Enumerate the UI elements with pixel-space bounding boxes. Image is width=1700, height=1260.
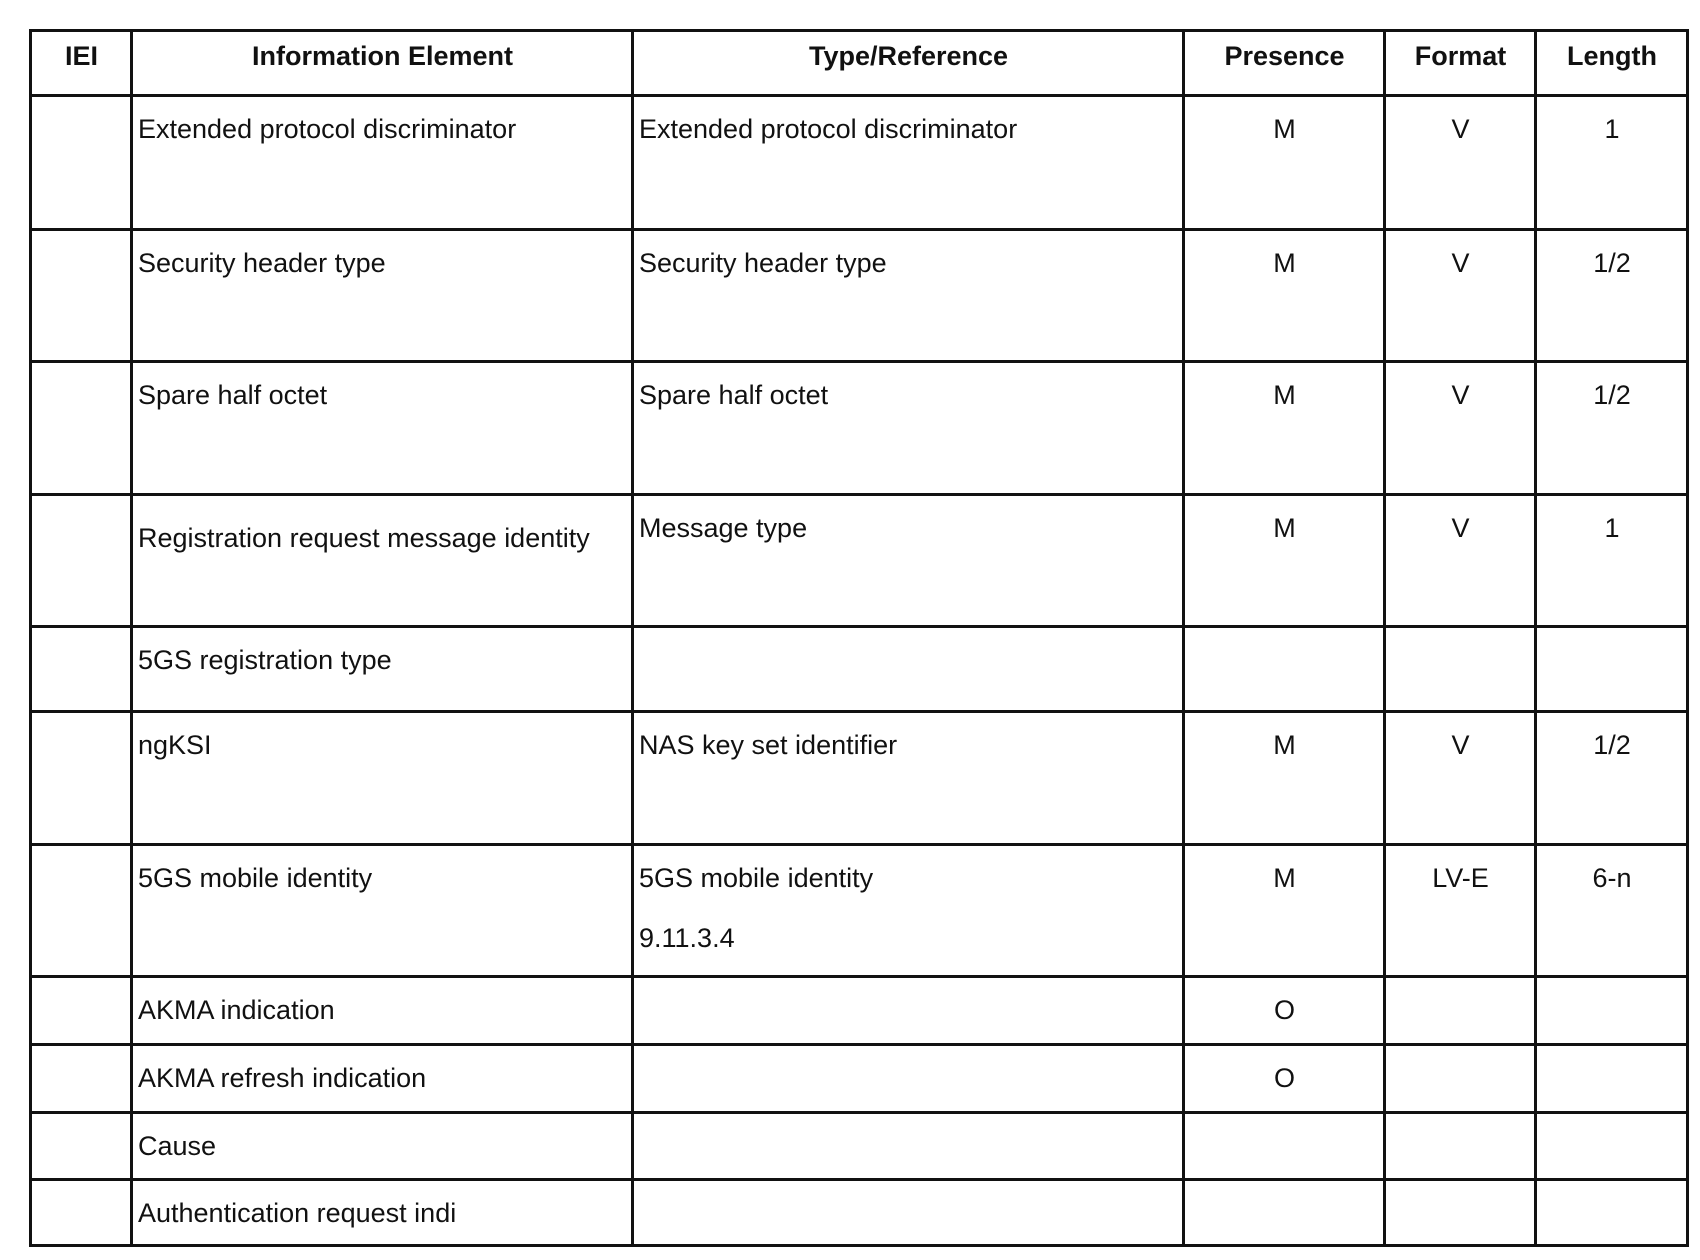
- format-cell-text: V: [1451, 380, 1469, 410]
- presence-cell: [1184, 845, 1385, 977]
- presence-cell-text: O: [1274, 995, 1295, 1025]
- format-cell: [1385, 1045, 1536, 1113]
- type-reference-cell: [633, 627, 1184, 712]
- length-cell: [1536, 1180, 1688, 1246]
- information-element-cell: [132, 712, 633, 845]
- format-cell: [1385, 1113, 1536, 1180]
- format-cell: [1385, 495, 1536, 627]
- presence-cell-text: M: [1273, 863, 1296, 893]
- length-cell: [1536, 230, 1688, 362]
- format-cell: [1385, 627, 1536, 712]
- type-reference-cell: [633, 1045, 1184, 1113]
- table-row: [31, 712, 1688, 845]
- information-element-cell-text: AKMA indication: [138, 995, 335, 1025]
- presence-cell: [1184, 362, 1385, 495]
- table-row: [31, 1045, 1688, 1113]
- information-element-cell: [132, 1113, 633, 1180]
- type-reference-cell: [633, 96, 1184, 230]
- information-element-cell-text: Security header type: [138, 248, 386, 278]
- format-cell-text: V: [1451, 114, 1469, 144]
- information-element-cell-text: Spare half octet: [138, 380, 327, 410]
- format-cell-text: V: [1451, 730, 1469, 760]
- format-cell: [1385, 712, 1536, 845]
- iei-cell: [31, 712, 132, 845]
- length-cell: [1536, 977, 1688, 1045]
- format-cell: [1385, 845, 1536, 977]
- type-reference-cell-text: Extended protocol discriminator: [639, 114, 1017, 144]
- format-cell: [1385, 977, 1536, 1045]
- format-cell-text: LV-E: [1432, 863, 1489, 893]
- iei-cell: [31, 977, 132, 1045]
- information-element-cell-text: AKMA refresh indication: [138, 1063, 426, 1093]
- information-element-cell-text: Authentication request indi: [138, 1198, 456, 1228]
- information-element-cell-text: 5GS mobile identity: [138, 863, 372, 893]
- information-element-cell: [132, 977, 633, 1045]
- presence-cell-text: O: [1274, 1063, 1295, 1093]
- information-element-cell: [132, 495, 633, 627]
- length-cell: [1536, 1045, 1688, 1113]
- type-reference-cell: [633, 845, 1184, 977]
- header-format: Format: [1385, 31, 1536, 96]
- iei-cell: [31, 495, 132, 627]
- information-element-cell-text: Cause: [138, 1131, 216, 1161]
- presence-cell-text: M: [1273, 730, 1296, 760]
- presence-cell: [1184, 230, 1385, 362]
- iei-cell: [31, 627, 132, 712]
- presence-cell-text: M: [1273, 513, 1296, 543]
- information-element-cell: [132, 1180, 633, 1246]
- presence-cell-text: M: [1273, 380, 1296, 410]
- iei-cell: [31, 1180, 132, 1246]
- length-cell: [1536, 495, 1688, 627]
- iei-cell: [31, 845, 132, 977]
- presence-cell: [1184, 627, 1385, 712]
- format-cell-text: V: [1451, 248, 1469, 278]
- type-reference-cell: [633, 1113, 1184, 1180]
- length-cell-text: 1: [1604, 114, 1619, 144]
- header-length: Length: [1536, 31, 1688, 96]
- header-information-element: Information Element: [132, 31, 633, 96]
- length-cell: [1536, 627, 1688, 712]
- presence-cell: [1184, 96, 1385, 230]
- header-presence: Presence: [1184, 31, 1385, 96]
- presence-cell-text: M: [1273, 248, 1296, 278]
- presence-cell-text: M: [1273, 114, 1296, 144]
- iei-cell: [31, 96, 132, 230]
- information-element-cell-text: ngKSI: [138, 730, 212, 760]
- presence-cell: [1184, 712, 1385, 845]
- length-cell-text: 1: [1604, 513, 1619, 543]
- information-element-cell-text: Extended protocol discriminator: [138, 114, 516, 144]
- header-type-reference: Type/Reference: [633, 31, 1184, 96]
- format-cell-text: V: [1451, 513, 1469, 543]
- information-element-cell: [132, 230, 633, 362]
- type-reference-cell: [633, 977, 1184, 1045]
- header-row: [31, 31, 1688, 96]
- iei-cell: [31, 362, 132, 495]
- length-cell-text: 1/2: [1593, 380, 1631, 410]
- table-row: [31, 362, 1688, 495]
- iei-cell: [31, 1113, 132, 1180]
- information-element-cell: [132, 1045, 633, 1113]
- format-cell: [1385, 230, 1536, 362]
- table-row: [31, 1113, 1688, 1180]
- length-cell: [1536, 845, 1688, 977]
- information-element-cell: [132, 362, 633, 495]
- presence-cell: [1184, 1113, 1385, 1180]
- table-row: [31, 96, 1688, 230]
- type-reference-cell: [633, 362, 1184, 495]
- length-cell: [1536, 96, 1688, 230]
- length-cell: [1536, 712, 1688, 845]
- length-cell-text: 1/2: [1593, 248, 1631, 278]
- type-reference-cell: [633, 230, 1184, 362]
- format-cell: [1385, 1180, 1536, 1246]
- ie-table: [29, 29, 1689, 1247]
- length-cell: [1536, 362, 1688, 495]
- type-reference-cell: [633, 712, 1184, 845]
- type-reference-cell: [633, 495, 1184, 627]
- information-element-cell: [132, 96, 633, 230]
- type-reference-cell: [633, 1180, 1184, 1246]
- iei-cell: [31, 1045, 132, 1113]
- table-row: [31, 627, 1688, 712]
- information-element-cell-text: 5GS registration type: [138, 645, 392, 675]
- presence-cell: [1184, 495, 1385, 627]
- type-reference-cell-text: NAS key set identifier: [639, 730, 897, 760]
- information-element-cell-text: Registration request message identity: [138, 523, 590, 553]
- type-reference-cell-text: 5GS mobile identity: [639, 863, 873, 893]
- length-cell-text: 6-n: [1592, 863, 1631, 893]
- length-cell: [1536, 1113, 1688, 1180]
- iei-cell: [31, 230, 132, 362]
- format-cell: [1385, 96, 1536, 230]
- table-row: [31, 495, 1688, 627]
- table-row: [31, 230, 1688, 362]
- information-element-cell: [132, 627, 633, 712]
- type-reference-cell-text: Security header type: [639, 248, 887, 278]
- type-reference-clause: 9.11.3.4: [639, 916, 1178, 960]
- type-reference-cell-text: Spare half octet: [639, 380, 828, 410]
- length-cell-text: 1/2: [1593, 730, 1631, 760]
- presence-cell: [1184, 1180, 1385, 1246]
- header-iei: IEI: [31, 31, 132, 96]
- format-cell: [1385, 362, 1536, 495]
- table-row: [31, 845, 1688, 977]
- type-reference-cell-text: Message type: [639, 513, 807, 543]
- table-row: [31, 1180, 1688, 1246]
- table-row: [31, 977, 1688, 1045]
- presence-cell: [1184, 977, 1385, 1045]
- information-element-cell: [132, 845, 633, 977]
- presence-cell: [1184, 1045, 1385, 1113]
